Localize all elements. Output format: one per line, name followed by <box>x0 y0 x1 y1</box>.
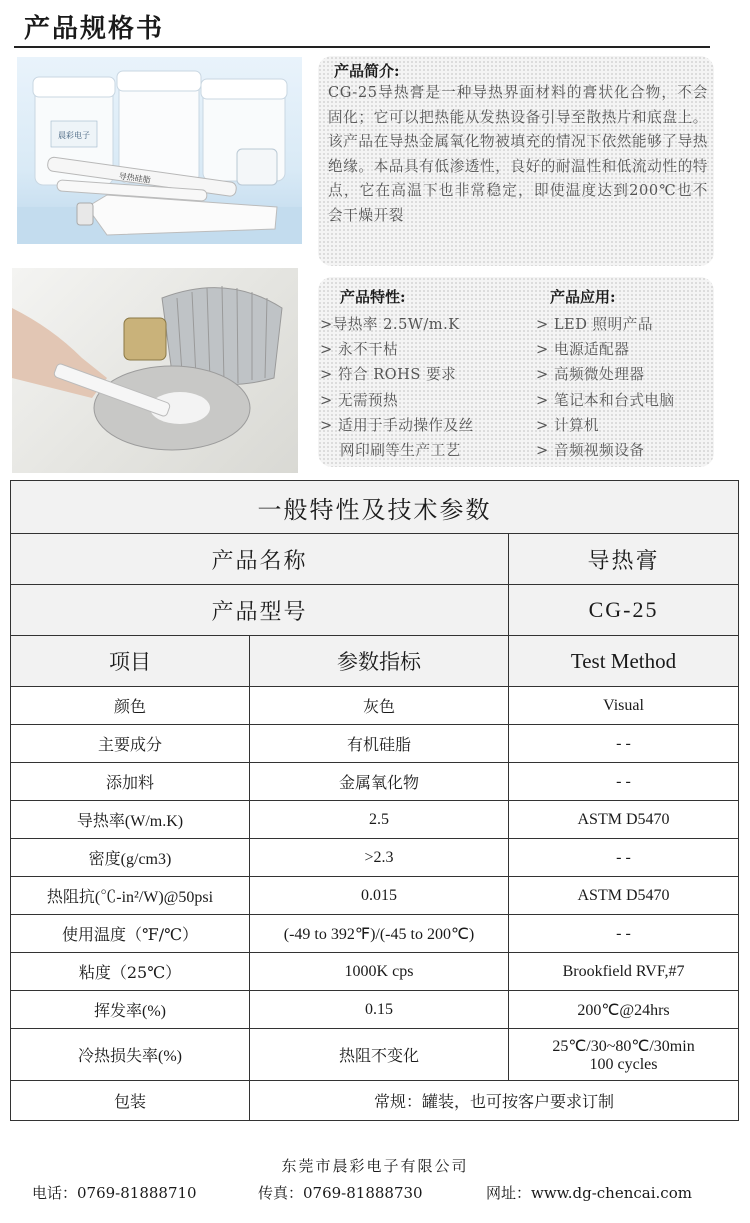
header-item: 项目 <box>11 636 250 687</box>
application-item: > 电源适配器 <box>536 341 630 359</box>
footer-contact <box>0 1182 750 1204</box>
application-item: > 高频微处理器 <box>536 366 645 384</box>
feature-item: > 符合 ROHS 要求 <box>320 366 457 384</box>
table-row <box>11 801 739 839</box>
product-containers-illustration <box>17 57 302 244</box>
row-method: ASTM D5470 <box>509 801 739 839</box>
row-item: 粘度（25℃） <box>11 953 250 991</box>
row-method: - - <box>509 915 739 953</box>
table-row <box>11 763 739 801</box>
jar-label-1: 晨彩电子 <box>58 131 90 140</box>
row-value: 金属氧化物 <box>250 763 509 801</box>
table-title-row <box>11 481 739 534</box>
row-value: (-49 to 392℉)/(-45 to 200℃) <box>250 915 509 953</box>
title-divider <box>14 46 710 48</box>
feature-item: > 无需预热 <box>320 391 399 409</box>
features-applications-panel <box>318 277 714 467</box>
footer-company: 东莞市晨彩电子有限公司 <box>281 1157 469 1175</box>
row-item: 包装 <box>11 1081 250 1121</box>
row-value: 常规：罐装，也可按客户要求订制 <box>250 1081 739 1121</box>
application-item: > LED 照明产品 <box>536 316 653 333</box>
row-value: 0.15 <box>250 991 509 1029</box>
intro-heading: 产品简介: <box>334 62 400 80</box>
table-row <box>11 839 739 877</box>
row-value: 2.5 <box>250 801 509 839</box>
row-item: 添加料 <box>11 763 250 801</box>
table-row <box>11 1081 739 1121</box>
product-model-value: CG-25 <box>509 585 739 636</box>
row-method: 200℃@24hrs <box>509 991 739 1029</box>
product-model-label: 产品型号 <box>11 585 509 636</box>
led-bulb-illustration <box>12 268 298 473</box>
row-method <box>509 1029 739 1081</box>
row-item: 密度(g/cm3) <box>11 839 250 877</box>
table-header-row <box>11 636 739 687</box>
feature-item: > 适用于手动操作及丝 <box>320 416 474 434</box>
row-method: - - <box>509 725 739 763</box>
footer-phone: 电话：0769-81888710 <box>32 1184 197 1202</box>
row-method-line: 100 cycles <box>589 1055 658 1073</box>
table-row <box>11 725 739 763</box>
page-title: 产品规格书 <box>24 14 165 44</box>
row-method-line: 25℃/30~80℃/30min <box>552 1037 695 1055</box>
footer-fax: 传真：0769-81888730 <box>258 1184 423 1202</box>
feature-item: > 永不干枯 <box>320 341 399 359</box>
row-value: 灰色 <box>250 687 509 725</box>
row-item: 颜色 <box>11 687 250 725</box>
intro-text: CG-25导热膏是一种导热界面材料的膏状化合物，不会固化；它可以把热能从发热设备引导至散热片和底盘上。该产品在导热金属氧化物被填充的情况下依然能够了导热绝缘。本品具有低渗透性，良好的耐温性和低流动性的特点，它在高温下也非常稳定，即使温度达到200℃也不会干燥开裂 <box>328 84 708 224</box>
row-value: >2.3 <box>250 839 509 877</box>
applications-heading: 产品应用: <box>550 288 616 306</box>
row-item: 主要成分 <box>11 725 250 763</box>
product-photo-led-bulb <box>12 268 298 473</box>
row-value: 0.015 <box>250 877 509 915</box>
table-row <box>11 1029 739 1081</box>
product-intro-panel <box>318 56 714 266</box>
feature-item: >导热率 2.5W/m.K <box>320 316 460 333</box>
row-item: 冷热损失率(%) <box>11 1029 250 1081</box>
application-item: > 笔记本和台式电脑 <box>536 391 675 409</box>
table-row <box>11 953 739 991</box>
tube-label: 导热硅脂 <box>118 171 152 185</box>
features-list <box>320 312 474 463</box>
row-item: 热阻抗(℃-in²/W)@50psi <box>11 877 250 915</box>
table-title: 一般特性及技术参数 <box>11 481 739 534</box>
table-row <box>11 915 739 953</box>
product-name-label: 产品名称 <box>11 534 509 585</box>
row-value: 热阻不变化 <box>250 1029 509 1081</box>
row-method: - - <box>509 839 739 877</box>
feature-item: 网印刷等生产工艺 <box>340 441 461 459</box>
product-name-value: 导热膏 <box>509 534 739 585</box>
row-method: Visual <box>509 687 739 725</box>
footer-website[interactable]: 网址：www.dg-chencai.com <box>486 1184 692 1202</box>
row-item: 挥发率(%) <box>11 991 250 1029</box>
row-value: 1000K cps <box>250 953 509 991</box>
table-row <box>11 991 739 1029</box>
spec-table <box>10 480 739 1121</box>
application-item: > 音频视频设备 <box>536 441 645 459</box>
row-method: Brookfield RVF,#7 <box>509 953 739 991</box>
product-name-row <box>11 534 739 585</box>
applications-list <box>536 312 675 463</box>
table-row <box>11 687 739 725</box>
application-item: > 计算机 <box>536 416 600 434</box>
product-model-row <box>11 585 739 636</box>
row-value: 有机硅脂 <box>250 725 509 763</box>
row-item: 使用温度（℉/℃） <box>11 915 250 953</box>
header-test-method: Test Method <box>509 636 739 687</box>
row-item: 导热率(W/m.K) <box>11 801 250 839</box>
features-heading: 产品特性: <box>340 288 406 306</box>
header-value: 参数指标 <box>250 636 509 687</box>
row-method: ASTM D5470 <box>509 877 739 915</box>
product-photo-containers <box>17 57 302 244</box>
table-row <box>11 877 739 915</box>
row-method: - - <box>509 763 739 801</box>
